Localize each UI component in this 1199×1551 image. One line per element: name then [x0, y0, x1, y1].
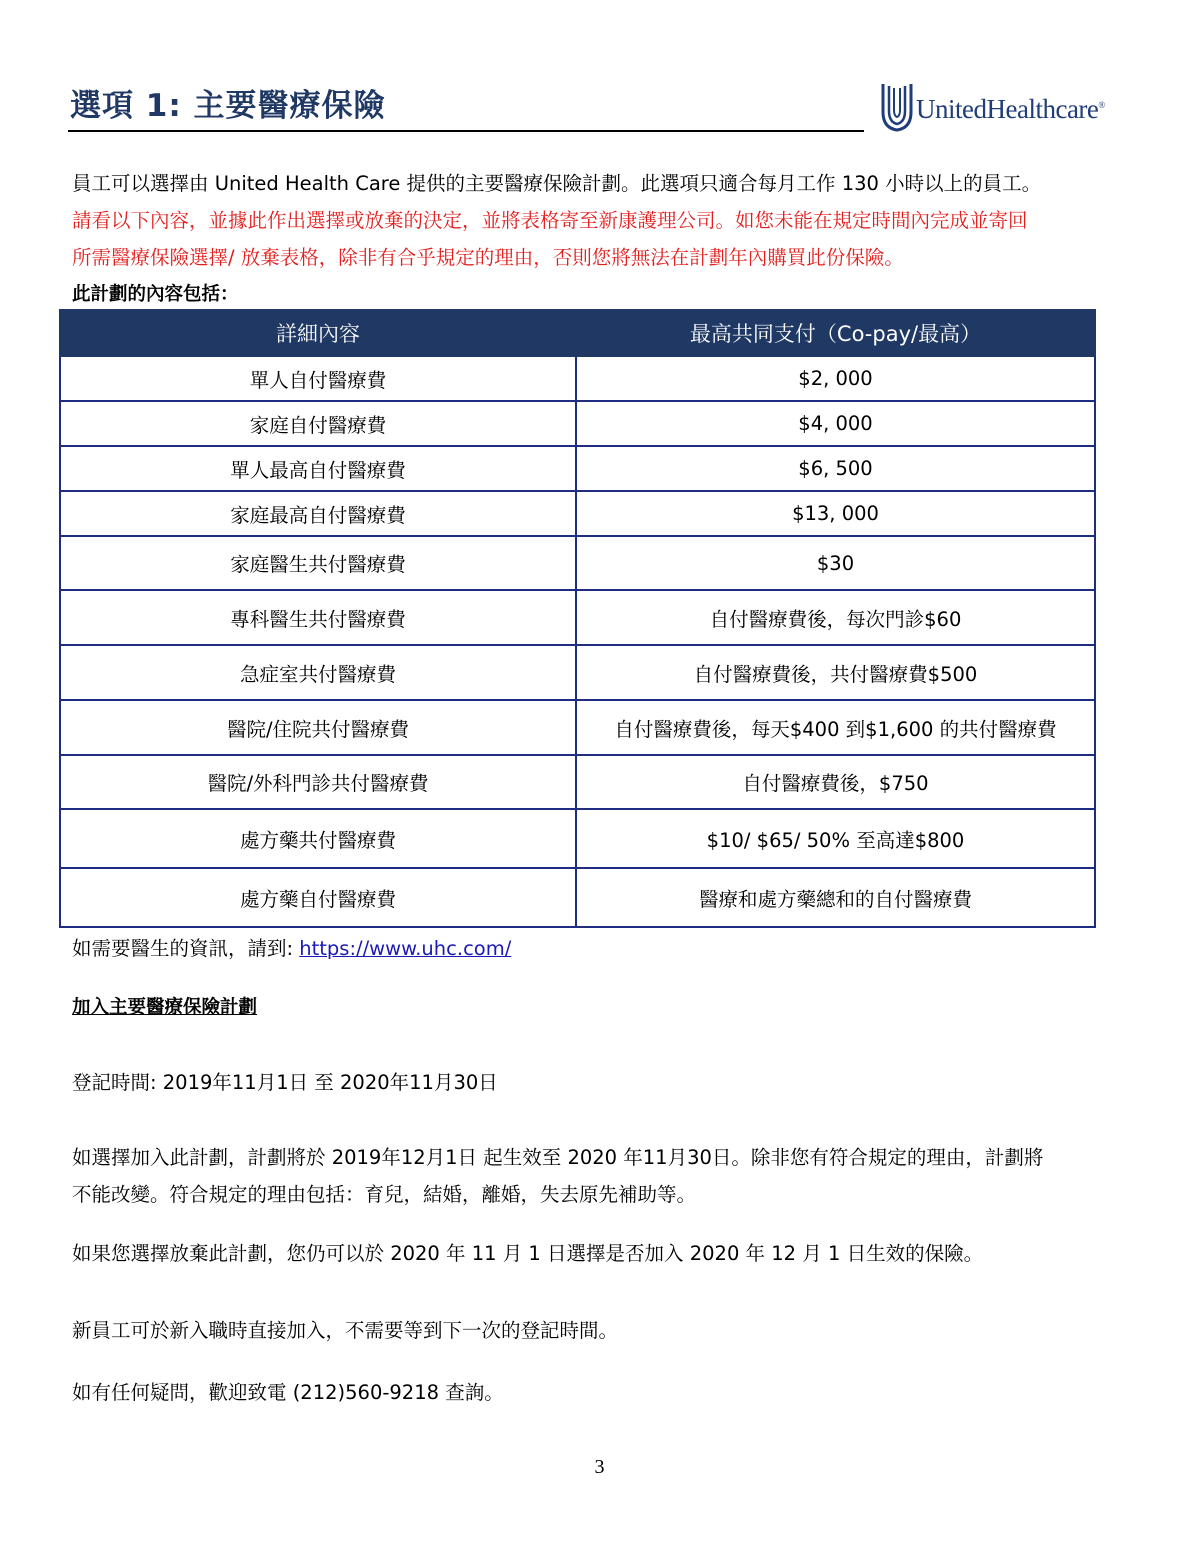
table-row: [60, 356, 1095, 401]
benefit-value: $2, 000: [576, 356, 1095, 401]
table-row: [60, 700, 1095, 755]
doctor-info-label: 如需要醫生的資訊，請到:: [72, 937, 300, 960]
benefit-value: $4, 000: [576, 401, 1095, 446]
u-shield-icon: [880, 82, 914, 132]
effective-date-line-2: 不能改變。符合規定的理由包括：育兒，結婚，離婚，失去原先補助等。: [72, 1183, 697, 1206]
new-employee-text: 新員工可於新入職時直接加入，不需要等到下一次的登記時間。: [72, 1319, 619, 1342]
table-row: [60, 645, 1095, 700]
column-header-copay: 最高共同支付（Co-pay/最高）: [576, 310, 1095, 356]
table-row: [60, 536, 1095, 590]
benefit-value: $10/ $65/ 50% 至高達$800: [576, 809, 1095, 868]
logo-wordmark: UnitedHealthcare®: [916, 94, 1105, 124]
benefit-name: 家庭最高自付醫療費: [60, 491, 576, 536]
benefit-value: 自付醫療費後，$750: [576, 755, 1095, 809]
notice-line-1: 請看以下內容，並據此作出選擇或放棄的決定，並將表格寄至新康護理公司。如您未能在規定時間內完成並寄回: [72, 209, 1028, 232]
table-row: [60, 868, 1095, 927]
benefit-name: 處方藥共付醫療費: [60, 809, 576, 868]
benefit-value: $13, 000: [576, 491, 1095, 536]
page-number: 3: [594, 1456, 605, 1478]
benefit-name: 單人最高自付醫療費: [60, 446, 576, 491]
table-header-row: [60, 310, 1095, 356]
enrollment-period: 登記時間: 2019年11月1日 至 2020年11月30日: [72, 1071, 498, 1094]
benefit-value: $6, 500: [576, 446, 1095, 491]
contact-text: 如有任何疑問，歡迎致電 (212)560-9218 查詢。: [72, 1381, 504, 1404]
unitedhealthcare-logo: [880, 82, 1130, 132]
plan-details-table: [59, 309, 1096, 928]
benefit-name: 急症室共付醫療費: [60, 645, 576, 700]
table-row: [60, 401, 1095, 446]
column-header-details: 詳細內容: [60, 310, 576, 356]
table-row: [60, 755, 1095, 809]
table-row: [60, 809, 1095, 868]
waive-text: 如果您選擇放棄此計劃，您仍可以於 2020 年 11 月 1 日選擇是否加入 2020 年 12 月 1 日生效的保險。: [72, 1242, 984, 1265]
table-row: [60, 590, 1095, 645]
table-row: [60, 446, 1095, 491]
page-title: 選項 1: 主要醫療保險: [70, 88, 386, 124]
benefit-value: 醫療和處方藥總和的自付醫療費: [576, 868, 1095, 927]
benefit-name: 處方藥自付醫療費: [60, 868, 576, 927]
notice-line-2: 所需醫療保險選擇/ 放棄表格，除非有合乎規定的理由，否則您將無法在計劃年內購買此份保險。: [72, 246, 904, 269]
benefit-name: 單人自付醫療費: [60, 356, 576, 401]
effective-date-line-1: 如選擇加入此計劃，計劃將於 2019年12月1日 起生效至 2020 年11月30日。除非您有符合規定的理由，計劃將: [72, 1146, 1044, 1169]
plan-includes-label: 此計劃的內容包括：: [72, 284, 239, 305]
benefit-value: $30: [576, 536, 1095, 590]
benefit-value: 自付醫療費後，每次門診$60: [576, 590, 1095, 645]
enroll-heading: 加入主要醫療保險計劃: [72, 997, 258, 1018]
benefit-name: 專科醫生共付醫療費: [60, 590, 576, 645]
doctor-info-text: [72, 933, 511, 961]
benefit-value: 自付醫療費後，共付醫療費$500: [576, 645, 1095, 700]
benefit-name: 家庭自付醫療費: [60, 401, 576, 446]
benefit-name: 醫院/外科門診共付醫療費: [60, 755, 576, 809]
benefit-name: 醫院/住院共付醫療費: [60, 700, 576, 755]
benefit-name: 家庭醫生共付醫療費: [60, 536, 576, 590]
intro-text: 員工可以選擇由 United Health Care 提供的主要醫療保險計劃。此選項只適合每月工作 130 小時以上的員工。: [72, 172, 1042, 195]
uhc-website-link[interactable]: https://www.uhc.com/: [299, 937, 512, 960]
benefit-value: 自付醫療費後，每天$400 到$1,600 的共付醫療費: [576, 700, 1095, 755]
title-underline: [68, 130, 864, 132]
table-row: [60, 491, 1095, 536]
